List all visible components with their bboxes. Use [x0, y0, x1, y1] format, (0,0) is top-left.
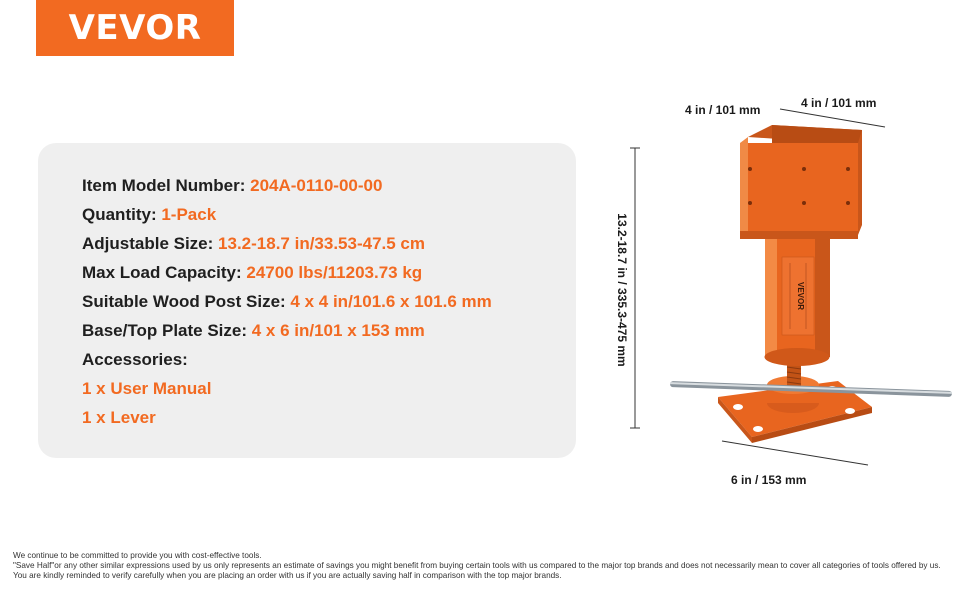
spec-wood-post-size [82, 291, 492, 320]
spec-value: 24700 lbs/11203.73 kg [241, 263, 423, 282]
spec-model [82, 175, 492, 204]
disclaimer-line: You are kindly reminded to verify carefully when you are placing an order with us if you are actually saving half in comparison with the top major brands. [13, 571, 562, 581]
dimension-depth-label: 4 in / 101 mm [801, 96, 877, 110]
spec-list [82, 175, 492, 436]
disclaimer-line: We continue to be committed to provide you with cost-effective tools. [13, 551, 262, 560]
dimension-width-label: 4 in / 101 mm [685, 103, 761, 117]
spec-label: Quantity: [82, 205, 157, 224]
top-bracket-front [740, 143, 858, 235]
logo-text: VEVOR [68, 8, 202, 48]
spec-accessories [82, 349, 492, 378]
spec-label: Item Model Number: [82, 176, 246, 195]
spec-value: 1-Pack [156, 205, 217, 224]
dimension-base-label: 6 in / 153 mm [731, 473, 807, 487]
spec-value: 4 x 4 in/101.6 x 101.6 mm [285, 292, 492, 311]
spec-label: Accessories: [82, 350, 188, 369]
spec-value: 1 x User Manual [82, 379, 212, 398]
spec-value: 4 x 6 in/101 x 153 mm [247, 321, 425, 340]
spec-adjustable-size [82, 233, 492, 262]
spec-max-load [82, 262, 492, 291]
spec-label: Adjustable Size: [82, 234, 214, 253]
adjustable-post-jack-image [600, 85, 960, 495]
vevor-logo [36, 0, 234, 56]
spec-value: 204A-0110-00-00 [245, 176, 383, 195]
disclaimer-line: "Save Half"or any other similar expressions used by us only represents an estimate of savings you might benefit from buying certain tools with us compared to the major top brands and does not necessarily mean to cover all categories of tools offered by us. [13, 561, 941, 571]
accessory-item [82, 378, 492, 407]
dimension-height-label: 13.2-18.7 in / 335.3-475 mm [615, 213, 629, 367]
spec-quantity [82, 204, 492, 233]
spec-value: 1 x Lever [82, 408, 156, 427]
spec-label: Base/Top Plate Size: [82, 321, 248, 340]
product-label-text: VEVOR [796, 281, 805, 311]
spec-label: Suitable Wood Post Size: [82, 292, 286, 311]
accessory-item [82, 407, 492, 436]
spec-label: Max Load Capacity: [82, 263, 242, 282]
disclaimer [13, 551, 953, 582]
spec-plate-size [82, 320, 492, 349]
spec-value: 13.2-18.7 in/33.53-47.5 cm [213, 234, 426, 253]
